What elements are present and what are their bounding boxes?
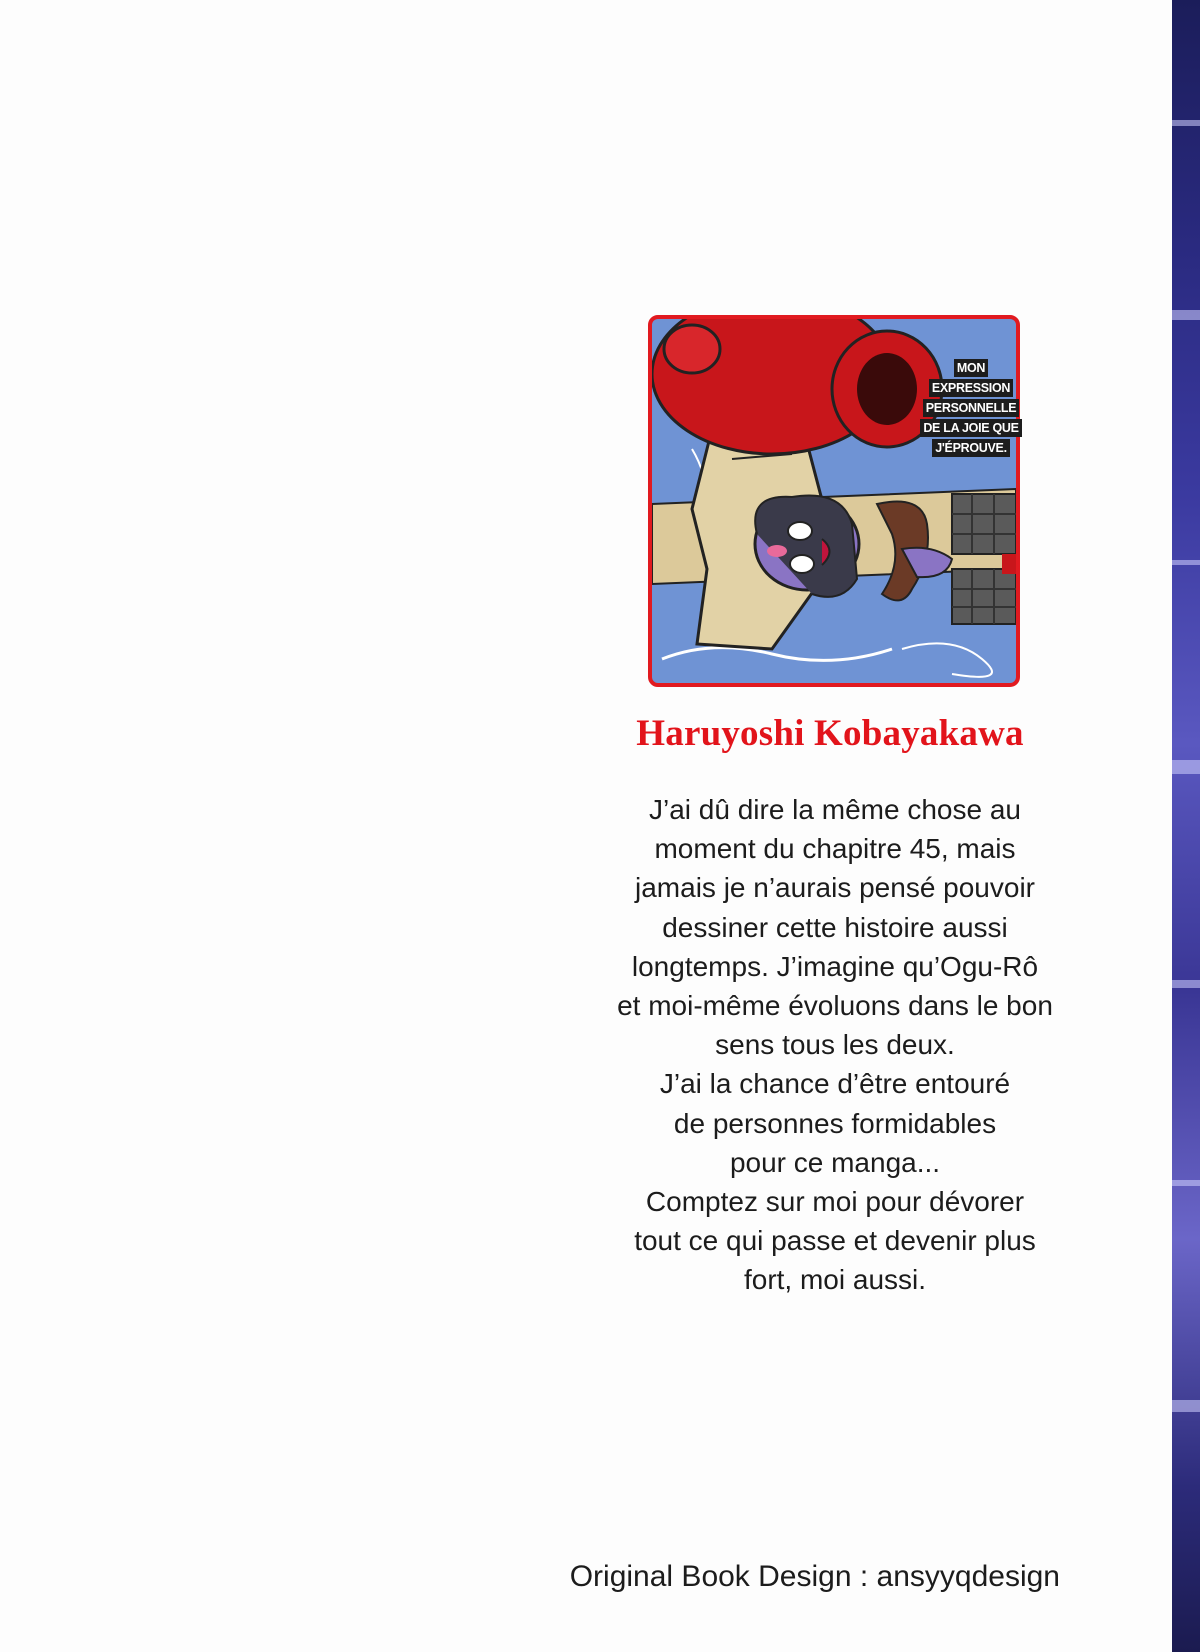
message-line: et moi-même évoluons dans le bon [617,990,1053,1022]
message-line: tout ce qui passe et devenir plus [634,1225,1036,1257]
message-line: pour ce manga... [729,1146,941,1178]
message-line: de personnes formidables [673,1107,997,1139]
message-line: J’ai la chance d’être entouré [659,1068,1011,1100]
message-line: dessiner cette histoire aussi [662,911,1008,943]
design-credit: Original Book Design : ansyyqdesign [569,1560,1060,1593]
message-line: fort, moi aussi. [743,1264,927,1296]
caption-line: EXPRESSION [929,379,1013,397]
message-line: moment du chapitre 45, mais [654,833,1016,865]
message-line: J’ai dû dire la même chose au [649,794,1021,825]
illustration-caption [915,358,1027,458]
author-message [585,790,1085,1300]
message-line: sens tous les deux. [715,1029,955,1061]
message-line: jamais je n’aurais pensé pouvoir [635,872,1035,904]
caption-line: J'ÉPROUVE. [932,439,1010,457]
author-name: Haruyoshi Kobayakawa [636,713,1024,754]
message-line: Comptez sur moi pour dévorer [645,1186,1025,1218]
caption-line: MON [954,359,988,377]
caption-line: DE LA JOIE QUE [920,419,1021,437]
message-line: longtemps. J’imagine qu’Ogu-Rô [631,950,1039,982]
cover-spine-edge [1172,0,1200,1652]
caption-line: PERSONNELLE [923,399,1019,417]
